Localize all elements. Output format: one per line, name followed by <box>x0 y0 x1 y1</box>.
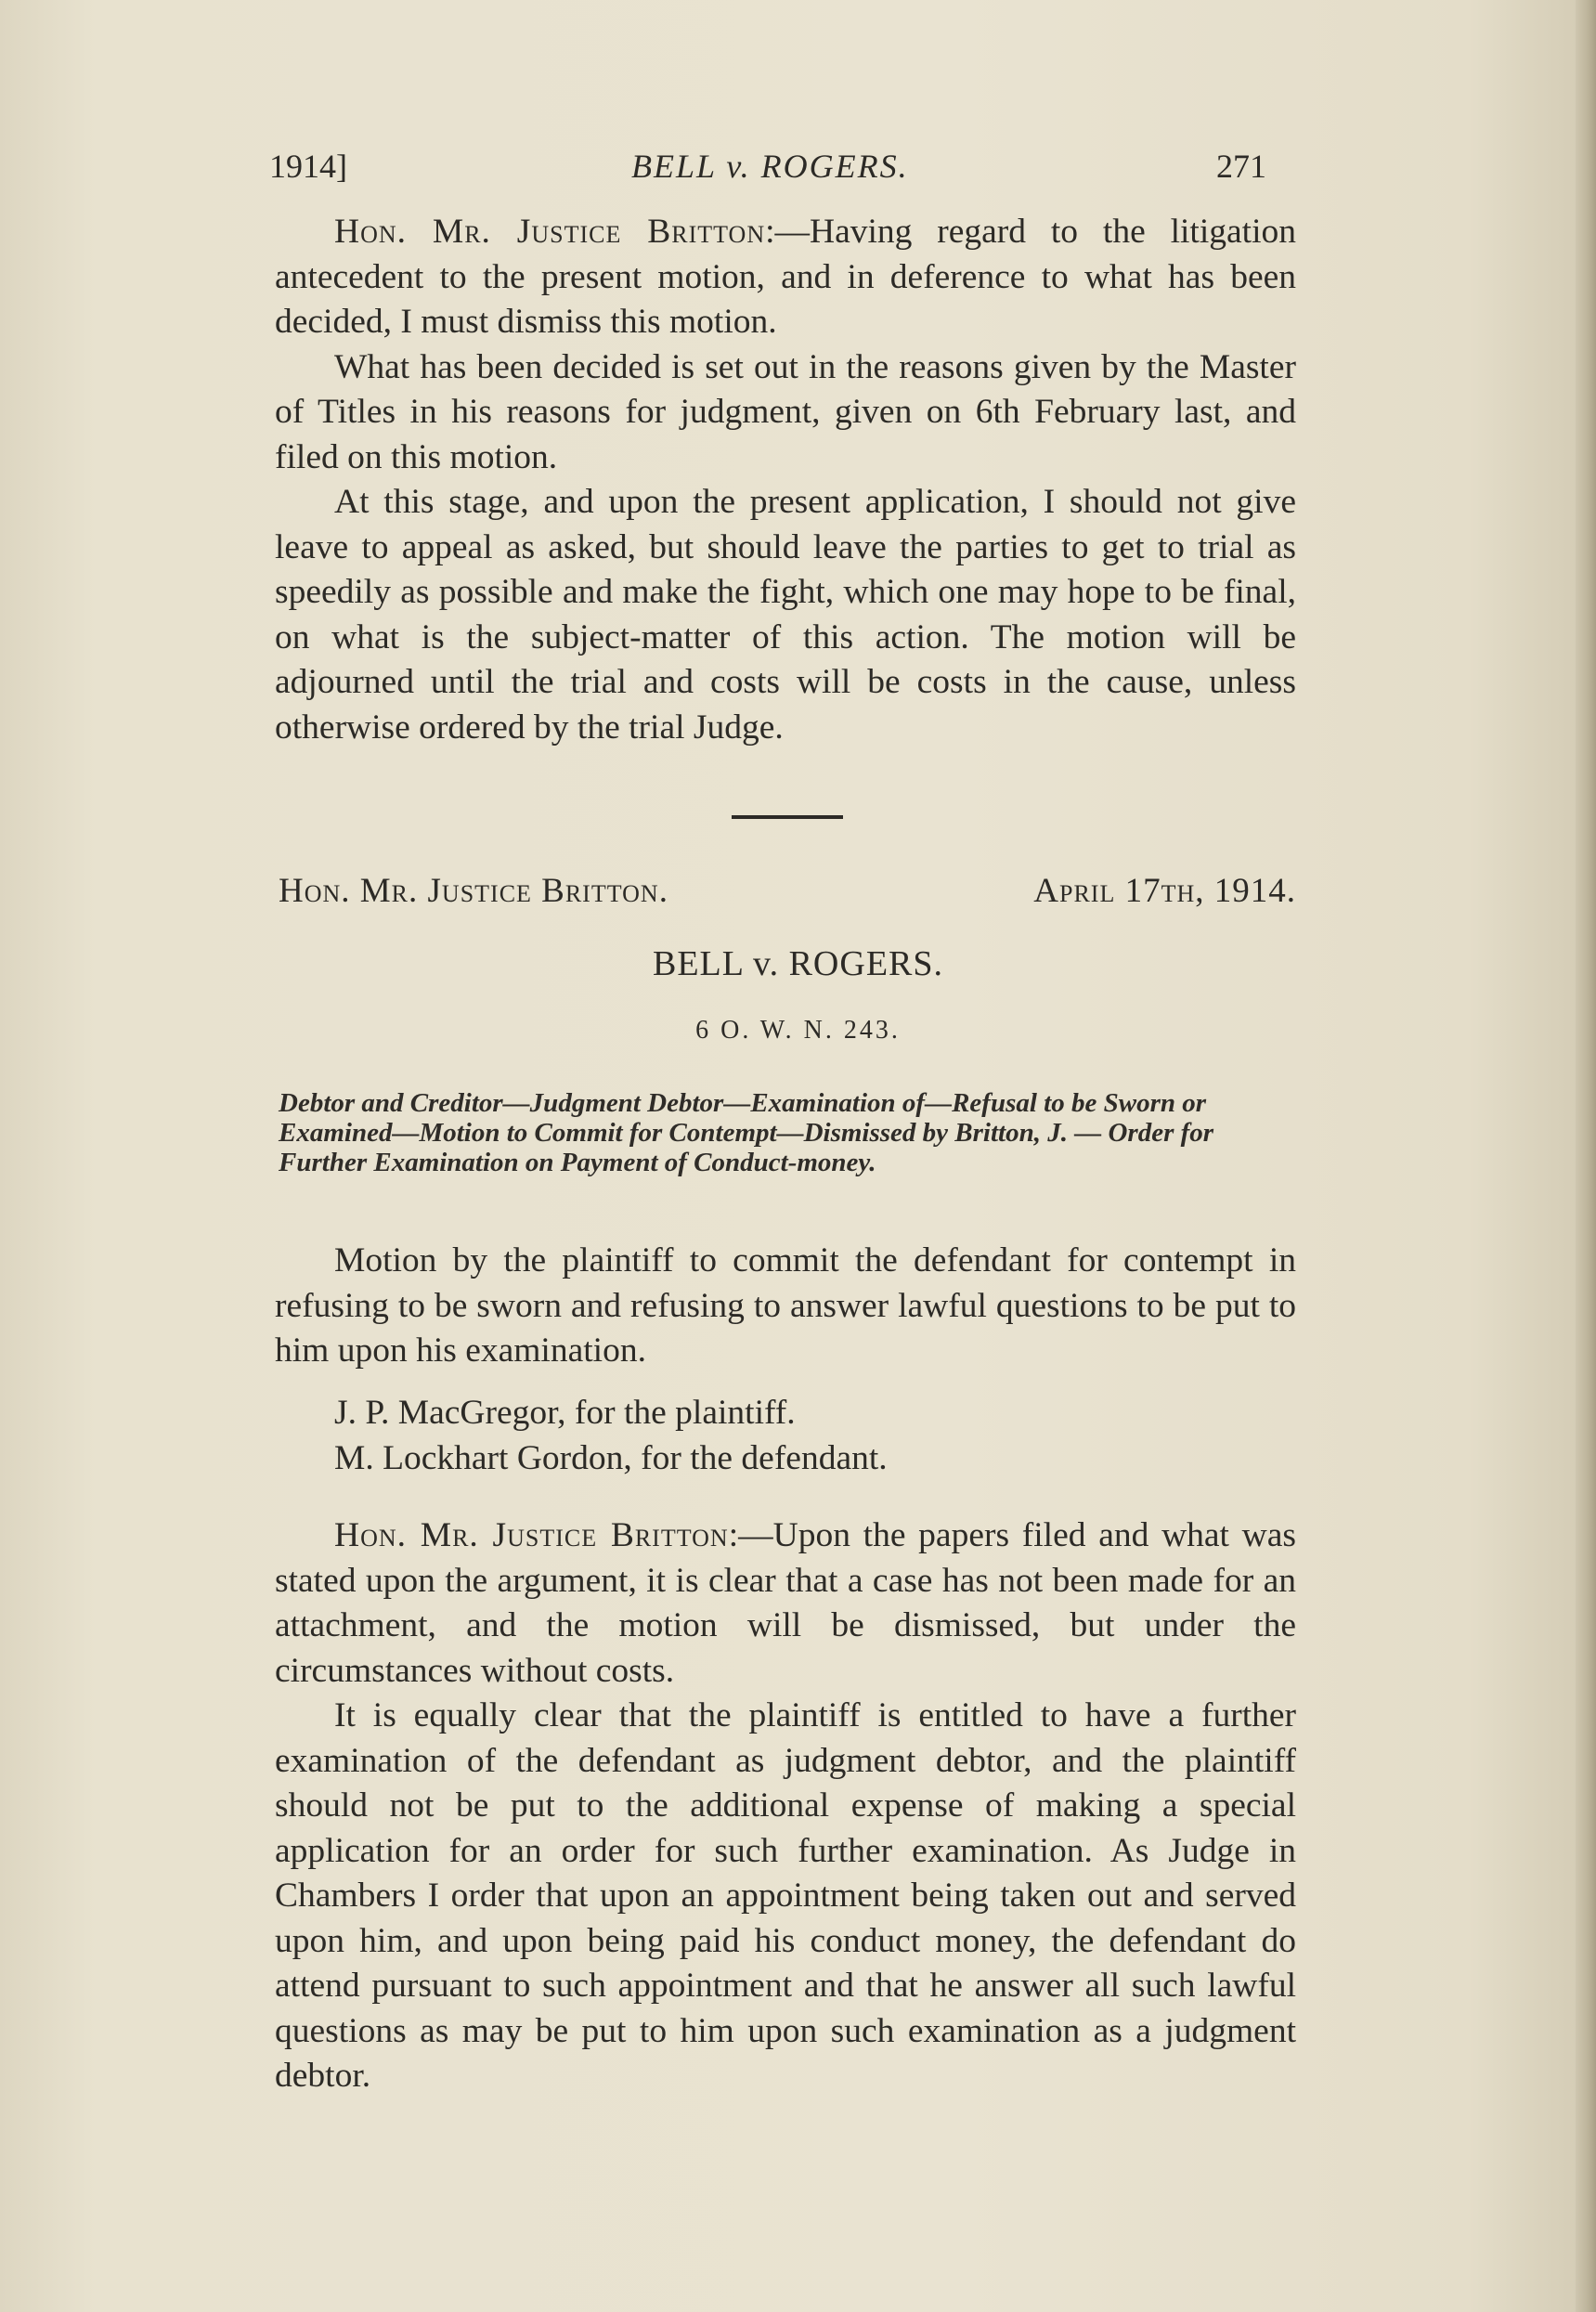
counsel-plaintiff: J. P. MacGregor, for the plaintiff. <box>334 1394 796 1432</box>
running-head-year: 1914] <box>269 148 347 185</box>
judgment-paragraph-2: It is equally clear that the plaintiff is entitled to have a further examination of the defendant as judgment debtor, and the plaintiff should not be put to the additional expense of making a special application for an order for such further examination. As Judge in Chambers I order that upon an appointment being taken out and served upon him, and upon being paid his conduct money, the defendant do attend pursuant to such appointment and that he answer all such lawful questions as may be put to him upon such examination as a judgment debtor. <box>275 1696 1296 2095</box>
page-number: 271 <box>1216 148 1266 185</box>
running-head-title: BELL v. ROGERS. <box>631 148 909 185</box>
first-case-paragraph-3: At this stage, and upon the present application, I should not give leave to appeal as asked, but should leave the parties to get to trial as speedily as possible and make the fight, which one may hope to be final, on what is the subject-matter of this action. The motion will be adjourned until the trial and costs will be costs in the cause, unless otherwise ordered by the trial Judge. <box>275 483 1296 747</box>
case-title: BELL v. ROGERS. <box>652 944 944 983</box>
page-edge <box>1576 0 1596 2312</box>
paragraph-text: :—Upon the papers filed and what was stated upon the argument, it is clear that a case has not been made for an attachment, and the motion will be dismissed, but under the circumstances without costs. <box>275 1516 1296 1690</box>
section-divider <box>732 815 843 819</box>
motion-paragraph: Motion by the plaintiff to commit the defendant for contempt in refusing to be sworn and refusing to answer lawful questions to be put to him upon his examination. <box>275 1241 1296 1370</box>
first-case-paragraph-1 <box>275 210 1296 345</box>
judge-lead: Hon. Mr. Justice Britton <box>334 213 766 251</box>
first-case-paragraph-2: What has been decided is set out in the reasons given by the Master of Titles in his reasons for judgment, given on 6th February last, and filed on this motion. <box>275 347 1296 476</box>
case-judge: Hon. Mr. Justice Britton. <box>279 872 668 910</box>
counsel-defendant: M. Lockhart Gordon, for the defendant. <box>334 1438 888 1477</box>
motion-paragraph-block <box>275 1239 1296 1374</box>
case-citation: 6 O. W. N. 243. <box>695 1016 901 1045</box>
case-header-line <box>279 871 1296 917</box>
counsel-list <box>275 1391 1296 1481</box>
case-date: April 17th, 1914. <box>1033 872 1296 910</box>
running-head <box>269 147 1291 202</box>
paragraph-text: :—Having regard to the litigation antecedent to the present motion, and in deference to what has been decided, I must dismiss this motion. <box>275 213 1296 341</box>
judgment-paragraph-1 <box>275 1513 1296 1694</box>
headnote <box>279 1088 1300 1177</box>
judge-lead: Hon. Mr. Justice Britton <box>334 1516 729 1554</box>
judgment-body <box>275 1513 1296 2099</box>
headnote-text: Debtor and Creditor—Judgment Debtor—Examination of—Refusal to be Sworn or Examined—Motion to Commit for Contempt—Dismissed by Britton, J. — Order for Further Examination on Payment of Conduct-money. <box>279 1088 1214 1177</box>
first-case-body <box>275 210 1296 750</box>
